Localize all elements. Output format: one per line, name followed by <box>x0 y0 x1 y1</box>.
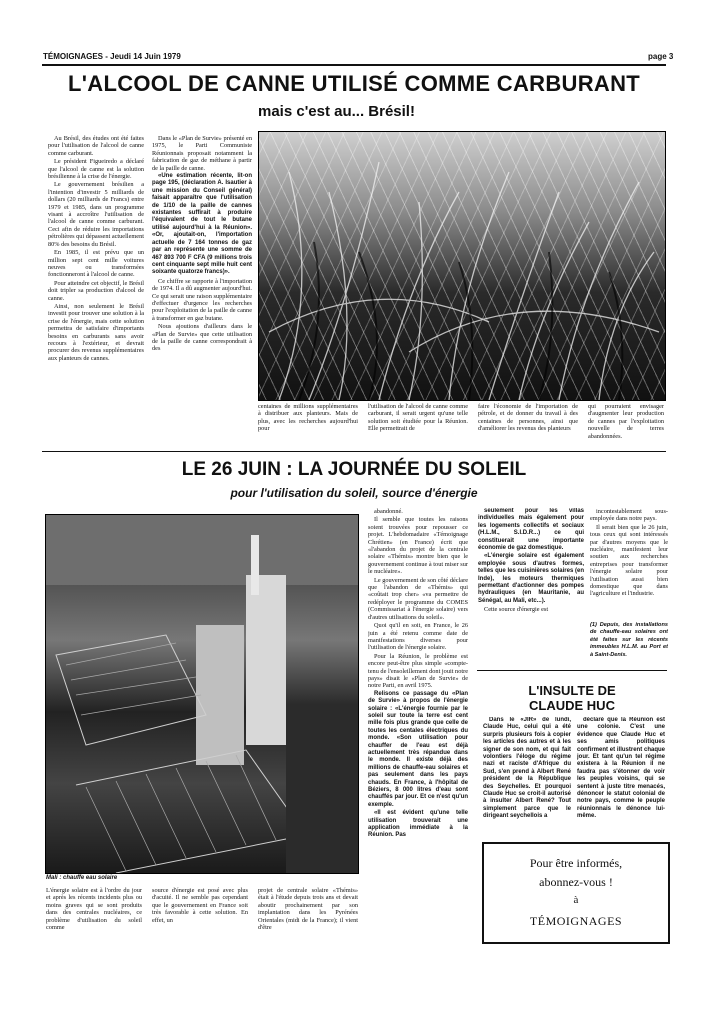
page-number: page 3 <box>648 52 674 61</box>
sidebar-box-claude-huc <box>477 670 667 831</box>
article2-quote-bold: Relisons ce passage du «Plan de Survie» à propos de l'énergie solaire : «L'énergie fournie par le soleil sur toute la terre est cent mille fois plus grande que celle de toutes les centales électriques du monde. «Son utilisation pour chauffer de l'eau est déjà actuellement très répandue dans le monde. Il existe déjà des millions de chauffe-eau solaires et pas seulement dans les pays chauds. En France, à l'hôpital de Béziers, 8 000 litres d'eau sont chauffés par jour. Et ce n'est qu'un exemple. <box>368 690 468 808</box>
article1-paragraph: Nous ajoutions d'ailleurs dans le «Plan de Survie» que cette utilisation de la paille de canne correspondrait à des <box>152 323 252 353</box>
sidebar-box-title: L'INSULTE DE CLAUDE HUC <box>528 683 616 713</box>
article1-quote-bold: «Une estimation récente, lit-on page 195, (déclaration A. Isautier à une mission du Conseil général) faisait apparaître que l'utilisation de 1/10 de la paille de cannes existantes suffirait à produire l'équivalent de tout le butane utilisé aujourd'hui à la Réunion». «Or, ajoutait-on, l'importation actuelle de 7 164 tonnes de gaz par an représente une somme de 467 893 700 F CFA (9 millions trois cent cinquante sept mille huit cent soixante quatorze francs)». <box>152 173 252 276</box>
running-header-left: TÉMOIGNAGES - Jeudi 14 Juin 1979 <box>43 52 181 61</box>
article1-paragraph: Dans le «Plan de Survie» présenté en 1975, le Parti Communiste Réunionnais proposait notamment la fabrication de gaz de méthane à partir de la paille de canne. <box>152 135 252 172</box>
article1-paragraph: Pour atteindre cet objectif, le Brésil doit tripler sa production d'alcool de canne. <box>48 279 144 302</box>
article1-paragraph: Ainsi, non seulement le Brésil investit pour trouver une solution à la crise de l'énergie, mais cette solution permettra de satisfaire d'importants besoins en carburants sans avoir recours à l'extérieur, et devrait procurer des revenus supplémentaires aux planteurs de cannes. <box>48 302 144 362</box>
sidebar-box-paragraph: déclaré que la Réunion est une colonie. C'est une évidence que Claude Huc et ses amis politiques confirment et illustrent chaque jour. Et tant qu'un tel régime existera à la Réunion il ne faudra pas s'étonner de voir les peuples voisins, qui se sentent à juste titre menacés, dénoncer le statut colonial de notre pays, comme le peuple réunionnais le dénonce lui-même. <box>577 717 665 820</box>
photo-caption: Mali : chauffe eau solaire <box>46 875 118 881</box>
article2-paragraph: Quoi qu'il en soit, en France, le 26 juin a été retenu comme date de manifestations diverses pour l'utilisation de l'énergie solaire. <box>368 622 468 652</box>
article2-paragraph: Le gouvernement de son côté déclare que l'abandon de «Thémis» qui «coûtait trop cher» «va permettre de redéployer le programme du COMES (Commissariat à l'énergie solaire) vers d'autres utilisations du soleil». <box>368 576 468 621</box>
article2-paragraph: incontestablement sous-employée dans notre pays. <box>590 508 668 523</box>
cane-leaves-illustration <box>259 132 665 400</box>
article1-paragraph: Le président Figueiredo a déclaré que l'alcool de canne est la solution brésilienne à la crise de l'énergie. <box>48 158 144 181</box>
article2-bottom-1: L'énergie solaire est à l'ordre du jour et après les récents incidents plus ou moins graves qui se sont produits dans des centrales nucléaires, ce problème d'utilisation du soleil comme <box>46 887 142 932</box>
section-divider <box>42 451 666 452</box>
article2-column-4 <box>478 508 584 656</box>
subscription-box <box>482 842 670 944</box>
article2-headline: LE 26 JUIN : LA JOURNÉE DU SOLEIL <box>181 459 527 480</box>
article1-continuation-4: qui pourraient envisager d'augmenter leur production de cannes par l'exploitation nouvelle de terres abandonnées. <box>588 403 664 440</box>
subscription-line-2: abonnez-vous ! <box>539 875 613 889</box>
header-rule <box>42 64 666 66</box>
article2-paragraph: Cette source d'énergie est <box>484 606 549 614</box>
subscription-line-1: Pour être informés, <box>529 856 623 870</box>
solar-water-heater-photo <box>45 514 359 874</box>
article1-continuation-2: l'utilisation de l'alcool de canne comme carburant, il serait urgent qu'une telle solution soit étudiée pour la Réunion. Elle permettrait de <box>368 403 468 433</box>
sidebar-box-paragraph: Dans le «JIR» de lundi, Claude Huc, celui qui a été surpris plusieurs fois à copier les articles des autres et à les signer de son nom, et qui fait volontiers l'éloge du régime nazi et raciste d'Afrique du Sud, s'en prend à Albert René président de la République des Seychelles. Et pourquoi Claude Huc se croit-il autorisé à insulter Albert René? Tout simplement parce que le dirigeant seychellois a <box>483 717 571 820</box>
article2-quote-bold: «L'énergie solaire est également employée sous d'autres formes, telles que les cuisinières solaires (en Inde), les moteurs thermiques permettant d'actionner des pompes hydrauliques (en Mauritanie, au Sénégal, au Mali, etc...). <box>478 553 584 604</box>
article1-subheadline: mais c'est au... Brésil! <box>258 103 415 120</box>
article2-bottom-2: source d'énergie est posé avec plus d'acuité. Il ne semble pas cependant que le gouvernement en France soit très favorable à cette solution. En effet, un <box>152 887 248 924</box>
article2-subheadline: pour l'utilisation du soleil, source d'énergie <box>230 486 478 500</box>
article1-paragraph: Ce chiffre se rapporte à l'importation de 1974. Il a dû augmenter aujourd'hui. Ce qui serait une raison supplémentaire d'effectuer d'urgence les recherches pour l'exploitation de la paille de canne à transformer en gaz butane. <box>152 277 252 322</box>
article1-column-2 <box>152 135 252 445</box>
article2-quote-bold: «Il est évident qu'une telle utilisation trouverait une application immédiate à la Réunion. Pas <box>368 810 468 839</box>
article1-headline: L'ALCOOL DE CANNE UTILISÉ COMME CARBURANT <box>68 71 640 96</box>
article1-continuation-3: faire l'économie de l'importation de pétrole, et de donner du travail à des centaines de personnes, ainsi que d'améliorer les revenus des planteurs <box>478 403 578 433</box>
subscription-line-3: à <box>573 894 579 906</box>
article2-footnote: (1) Depuis, des installations de chauffe-eau solaires ont été faites sur les récents immeubles H.L.M. au Port et à Saint-Denis. <box>590 622 668 658</box>
sidebar-box-left-column <box>483 717 571 829</box>
article2-column-5 <box>590 508 668 620</box>
article2-bottom-3: projet de centrale solaire «Thémis» était à l'étude depuis trois ans et devait aboutir prochainement par son implantation dans les Pyrénées Orientales (midi de la France); il vient d'être <box>258 887 358 932</box>
article1-paragraph: Au Brésil, des études ont été faites pour l'utilisation de l'alcool de canne comme carburant. <box>48 135 144 157</box>
article2-paragraph: Il semble que toutes les raisons soient trouvées pour repousser ce projet. L'hebdomadaire «Témoignage Chrétien» (en France) écrit que «l'abandon du projet de la centrale solaire «Thémis» montre bien que le gouvernement continue à tout miser sur le nucléaire». <box>368 516 468 576</box>
subscription-newspaper-name: TÉMOIGNAGES <box>529 914 623 928</box>
solar-panels-illustration <box>46 515 358 873</box>
article1-continuation-1: centaines de millions supplémentaires à distribuer aux planteurs. Mais de plus, avec les recherches aujourd'hui pour <box>258 403 358 433</box>
sidebar-box-right-column <box>577 717 665 829</box>
sugar-cane-photo <box>258 131 666 401</box>
article2-quote-bold: seulement pour les villas individuelles mais également pour les logements collectifs et sociaux (H.L.M., S.I.D.R...) ce qui constituerait une importante économie de gaz domestique. <box>478 508 584 552</box>
article1-paragraph: Le gouvernement brésilien a l'intention d'investir 5 milliards de dollars (20 milliards de Francs) entre 1979 et 1985, dans un programme visant à accroître l'utilisation de l'alcool de canne comme carburant. Ceci afin de réduire les importations pétrolières qui dépassent actuellement 80% des besoins du Brésil. <box>48 181 144 248</box>
article1-column-1 <box>48 135 144 445</box>
article2-paragraph: Pour la Réunion, le problème est encore peut-être plus simple «compte-tenu de l'ensoleillement dont jouit notre pays» disait le «Plan de Survie» de notre Parti, en avril 1975. <box>368 652 468 690</box>
article2-column-3 <box>368 508 468 948</box>
article2-paragraph: abandonné. <box>374 508 403 515</box>
article1-paragraph: En 1985, il est prévu que un million sept cent mille voitures neuves ou transformées fonctionneront à l'alcool de canne. <box>48 249 144 279</box>
article2-paragraph: Il serait bien que le 26 juin, tous ceux qui sont intéressés par d'autres moyens que le nucléaire, manifestent leur soutien aux recherches entreprises pour transformer l'énergie solaire pour l'utilisation aussi bien domestique que dans l'agriculture et l'industrie. <box>590 523 668 598</box>
